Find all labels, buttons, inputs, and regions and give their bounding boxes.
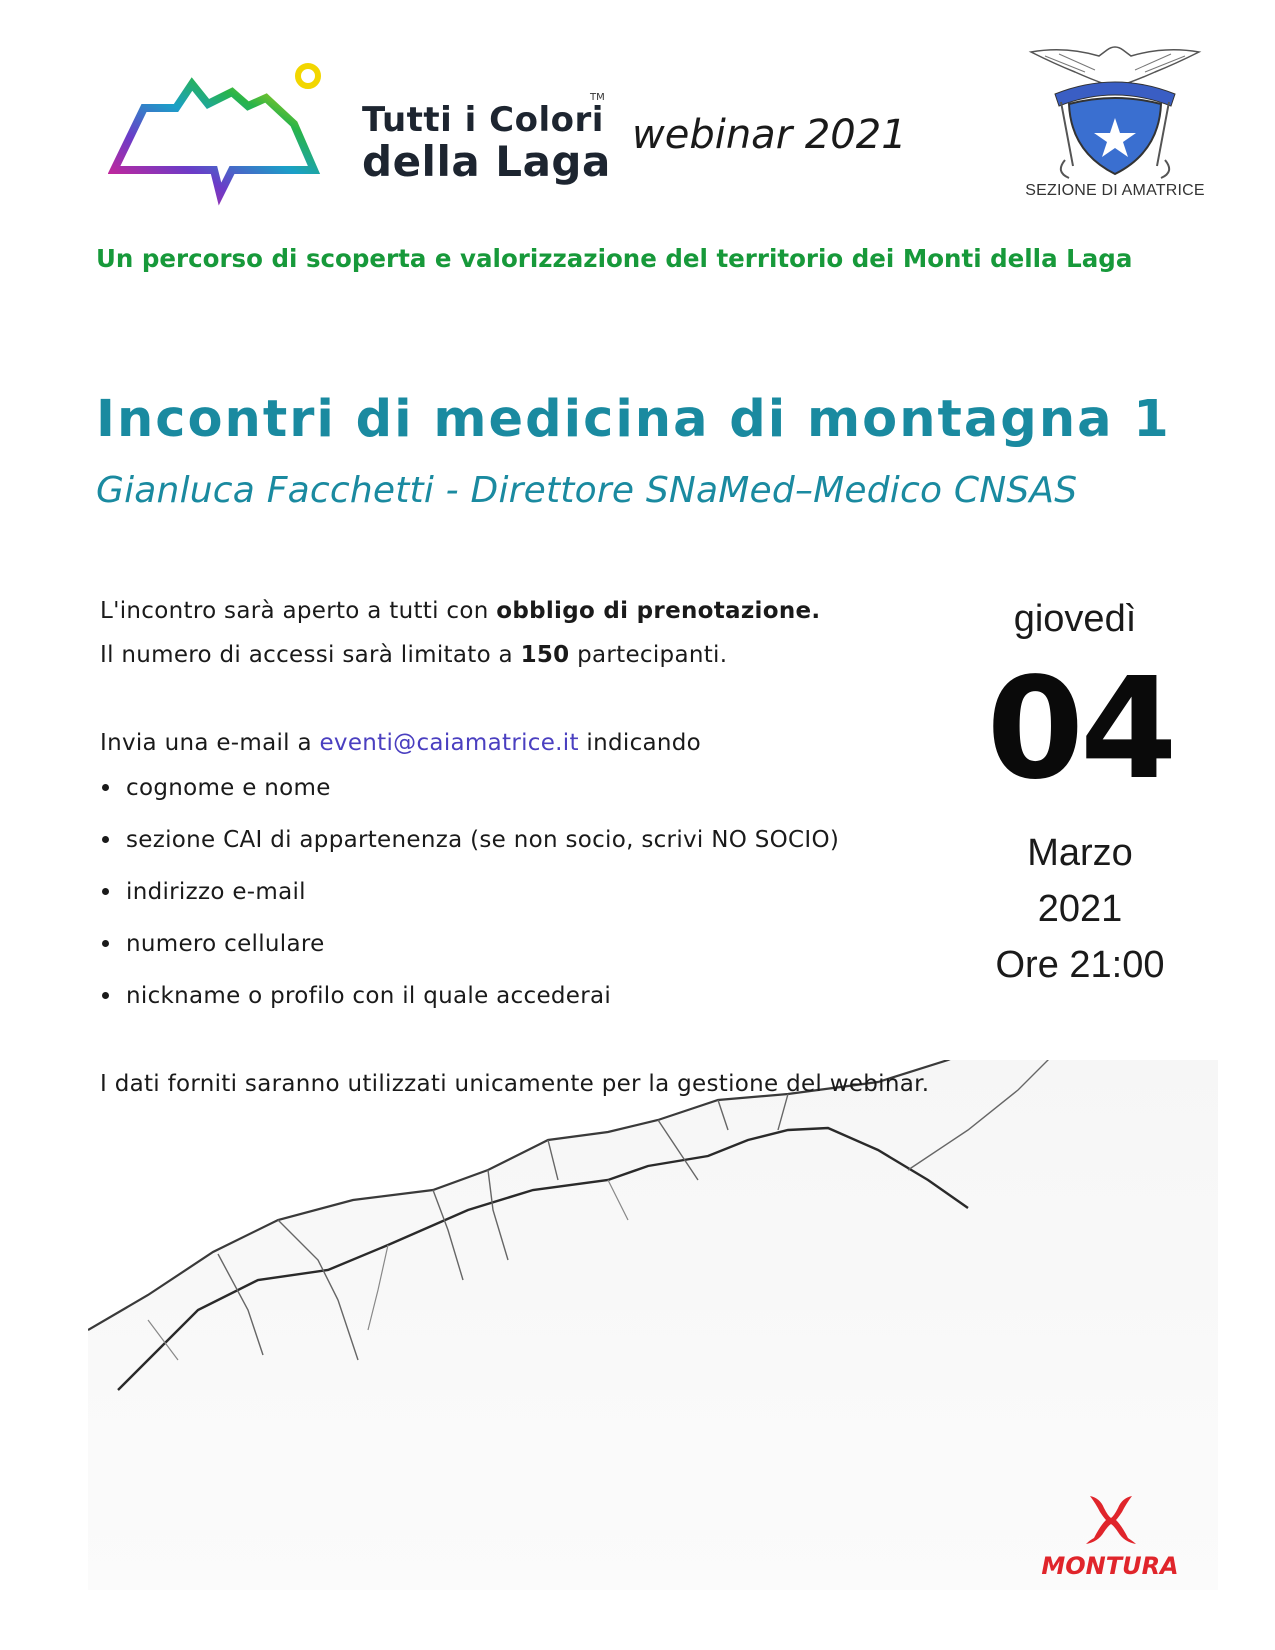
speaker-line: Gianluca Facchetti - Direttore SNaMed–Medico CNSAS: [96, 470, 1078, 511]
montura-wordmark: MONTURA: [1041, 1552, 1179, 1580]
bullet-icon: [102, 836, 109, 843]
tagline: Un percorso di scoperta e valorizzazione del territorio dei Monti della Laga: [96, 244, 1133, 273]
info-line-1-text: L'incontro sarà aperto a tutti con: [100, 598, 497, 624]
event-month: Marzo: [1027, 832, 1133, 874]
brand-line-1: Tutti i Colori: [362, 100, 604, 140]
event-year: 2021: [1037, 888, 1123, 930]
cai-eagle-shield-icon: [1025, 42, 1205, 204]
email-instruction-text: Invia una e-mail a: [100, 730, 320, 756]
info-line-2: [100, 642, 727, 668]
bullet-icon: [102, 940, 109, 947]
webinar-label: webinar 2021: [632, 112, 907, 158]
brand-title: [362, 102, 611, 184]
cai-section-label: SEZIONE DI AMATRICE: [1025, 182, 1205, 199]
list-item-text: sezione CAI di appartenenza (se non socio, scrivi NO SOCIO): [126, 827, 840, 853]
event-time: Ore 21:00: [995, 944, 1165, 986]
list-item: [100, 970, 839, 1022]
bullet-icon: [102, 992, 109, 999]
list-item: [100, 814, 839, 866]
list-item-text: indirizzo e-mail: [126, 879, 306, 905]
list-item: [100, 866, 839, 918]
list-item-text: numero cellulare: [126, 931, 325, 957]
event-weekday: giovedì: [1013, 598, 1137, 640]
info-line-2-suffix: partecipanti.: [569, 642, 728, 668]
bullet-icon: [102, 888, 109, 895]
montura-x-logo-icon: [1082, 1490, 1140, 1546]
requirements-list: [100, 762, 839, 1022]
list-item-text: nickname o profilo con il quale accederai: [126, 983, 612, 1009]
event-title: Incontri di medicina di montagna 1: [96, 390, 1171, 449]
mountain-sketch-illustration: [88, 1060, 1218, 1590]
event-day: 04: [986, 648, 1174, 811]
email-instruction-suffix: indicando: [578, 730, 702, 756]
brand-line-2: della Laga: [362, 136, 611, 186]
trademark-mark: TM: [590, 92, 605, 103]
email-instruction: [100, 730, 701, 756]
list-item-text: cognome e nome: [126, 775, 331, 801]
booking-required: obbligo di prenotazione.: [496, 598, 821, 624]
participant-limit: 150: [520, 642, 570, 668]
colored-mountain-logo-icon: [108, 62, 338, 212]
info-line-2-text: Il numero di accessi sarà limitato a: [100, 642, 521, 668]
info-line-1: [100, 598, 820, 624]
list-item: [100, 918, 839, 970]
email-link[interactable]: eventi@caiamatrice.it: [319, 730, 579, 756]
bullet-icon: [102, 784, 109, 791]
list-item: [100, 762, 839, 814]
privacy-notice: I dati forniti saranno utilizzati unicamente per la gestione del webinar.: [100, 1071, 930, 1097]
